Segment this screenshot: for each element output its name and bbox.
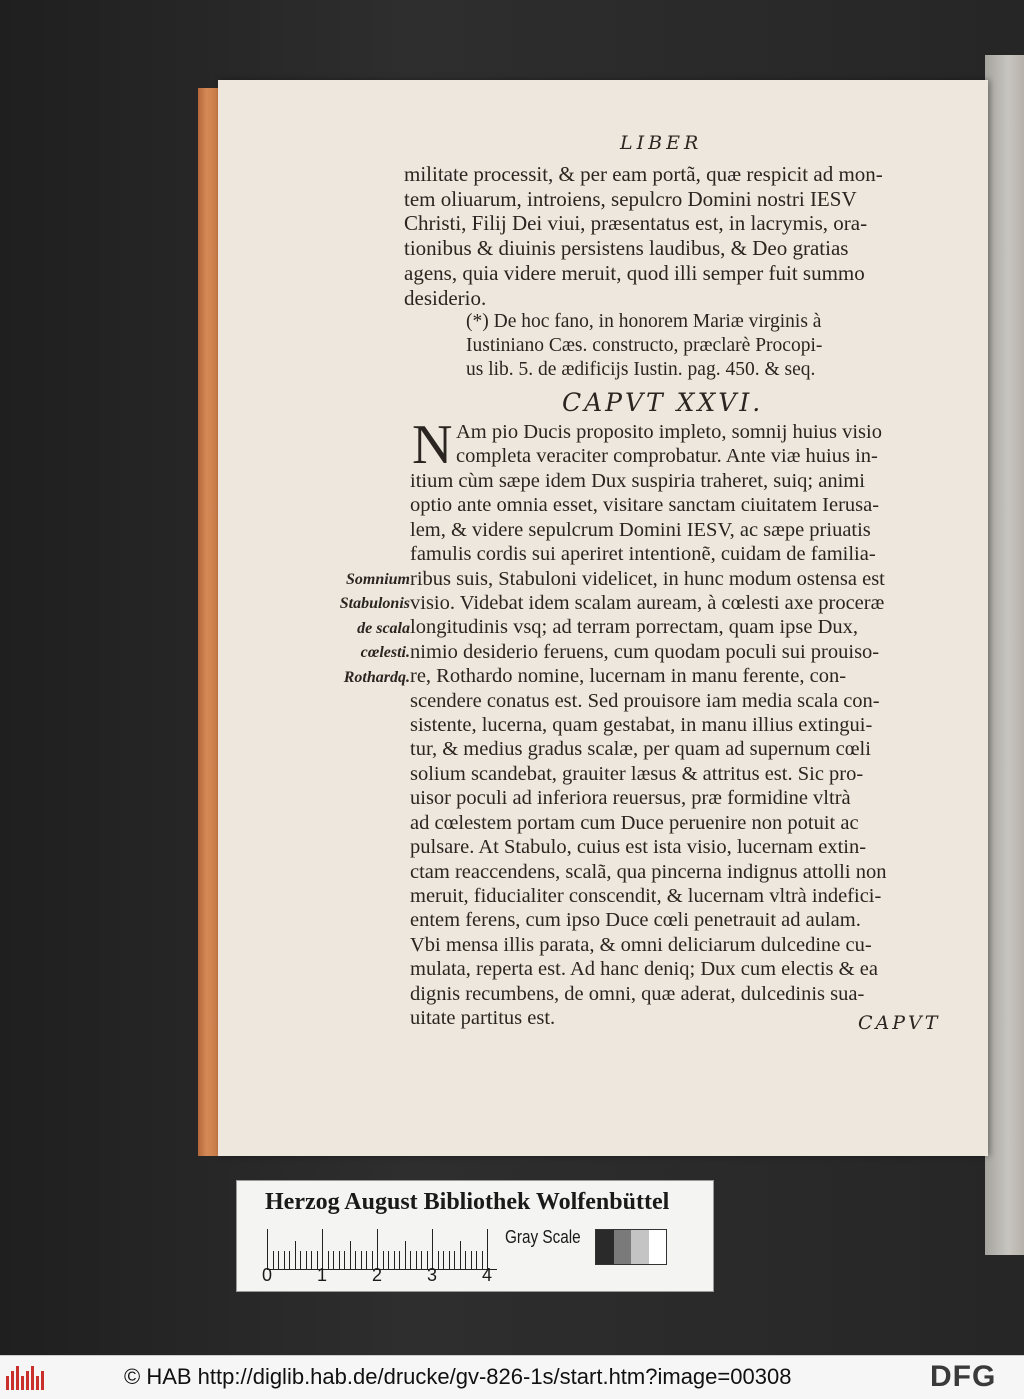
- ruler-tick: [295, 1241, 296, 1269]
- text-line: itium cùm sæpe idem Dux suspiria traheret, suiq; animi: [410, 470, 865, 492]
- logo-bar: [16, 1366, 19, 1390]
- chapter-body: [410, 469, 950, 1030]
- text-line: ctam reaccendens, scalã, qua pincerna indignus attolli non: [410, 860, 887, 883]
- text-line: longitudinis vsq; ad terram porrectam, quam ipse Dux,: [410, 616, 859, 639]
- ruler-tick: [487, 1229, 488, 1269]
- dfg-logo: DFG: [930, 1360, 997, 1393]
- ruler-tick: [421, 1251, 422, 1269]
- text-line: tem oliuarum, introiens, sepulcro Domini nostri IESV: [404, 186, 857, 211]
- ruler-tick: [339, 1251, 340, 1269]
- text-line: scendere conatus est. Sed prouisore iam media scala con-: [410, 689, 880, 712]
- text-line: Vbi mensa illis parata, & omni deliciarum dulcedine cu-: [410, 933, 872, 956]
- ruler-tick: [454, 1251, 455, 1269]
- text-line: ad cœlestem portam cum Duce peruenire non potuit ac: [410, 811, 859, 834]
- text-line: re, Rothardo nomine, lucernam in manu ferente, con-: [410, 665, 847, 688]
- ruler-number: 0: [262, 1265, 273, 1285]
- drop-cap: N: [412, 414, 453, 476]
- ruler-tick: [273, 1251, 274, 1269]
- ruler-tick: [361, 1251, 362, 1269]
- text-line: meruit, fiducialiter conscendit, & lucernam vltrà indefici-: [410, 884, 882, 907]
- margin-note-line: de scala: [357, 619, 410, 637]
- opening-paragraph: [404, 162, 944, 310]
- ruler-tick: [377, 1229, 378, 1269]
- footer-source-link[interactable]: © HAB http://diglib.hab.de/drucke/gv-826-1s/start.htm?image=00308: [124, 1364, 792, 1389]
- footnote-line: (*) De hoc fano, in honorem Mariæ virginis à: [466, 311, 822, 332]
- chapter-first-lines: [456, 420, 996, 469]
- ruler-tick: [405, 1241, 406, 1269]
- ruler-tick: [366, 1251, 367, 1269]
- ruler-tick: [432, 1229, 433, 1269]
- gray-scale-label: Gray Scale: [505, 1227, 581, 1247]
- ruler-tick: [383, 1251, 384, 1269]
- text-line: dignis recumbens, de omni, quæ aderat, dulcedinis sua-: [410, 982, 865, 1005]
- ruler-tick: [410, 1251, 411, 1269]
- text-line: famulis cordis sui aperiret intentionẽ, cuidam de familia-: [410, 543, 876, 566]
- ruler-tick: [443, 1251, 444, 1269]
- ruler-tick: [322, 1229, 323, 1269]
- margin-note-line: Rothardq.: [343, 668, 410, 686]
- ruler-tick: [465, 1251, 466, 1269]
- margin-note-line: Somnium: [345, 571, 410, 588]
- ruler-tick: [471, 1251, 472, 1269]
- text-line: desiderio.: [404, 285, 487, 310]
- logo-bar: [41, 1371, 44, 1390]
- running-head: LIBER: [620, 132, 703, 154]
- ruler-tick: [388, 1251, 389, 1269]
- ruler-tick: [284, 1251, 285, 1269]
- logo-bar: [36, 1376, 39, 1390]
- text-line: Christi, Filij Dei viui, præsentatus est, in lacrymis, ora-: [404, 211, 868, 236]
- margin-note-line: cœlesti.: [360, 644, 410, 662]
- ruler-tick: [311, 1251, 312, 1269]
- text-line: uitate partitus est.: [410, 1006, 556, 1029]
- text-line: entem ferens, cum ipso Duce cœli penetrauit ad aulam.: [410, 909, 861, 932]
- logo-bar: [11, 1371, 14, 1390]
- text-line: Am pio Ducis proposito impleto, somnij huius visio: [456, 421, 882, 443]
- ruler-number: 4: [482, 1265, 493, 1285]
- text-line: lem, & videre sepulcrum Domini IESV, ac sæpe priuatis: [410, 518, 871, 541]
- ruler-tick: [476, 1251, 477, 1269]
- ruler-tick: [394, 1251, 395, 1269]
- logo-bar: [31, 1366, 34, 1390]
- gray-scale-swatches: [595, 1229, 667, 1265]
- text-line: solium scandebat, grauiter læsus & attritus est. Sic pro-: [410, 762, 864, 785]
- text-line: mulata, reperta est. Ad hanc deniq; Dux cum electis & ea: [410, 958, 878, 981]
- ruler-tick: [278, 1251, 279, 1269]
- text-line: completa veraciter comprobatur. Ante viæ huius in-: [456, 445, 878, 468]
- ruler-ticks: [267, 1229, 497, 1269]
- text-line: pulsare. At Stabulo, cuius est ista visio, lucernam extin-: [410, 836, 867, 859]
- logo-bar: [6, 1376, 9, 1390]
- text-line: nimio desiderio feruens, cum quodam poculi sui prouiso-: [410, 640, 880, 663]
- logo-bar: [21, 1376, 24, 1390]
- ruler-number: 2: [372, 1265, 383, 1285]
- ruler-tick: [328, 1251, 329, 1269]
- facing-page-sliver: [985, 55, 1024, 1255]
- ruler-tick: [399, 1251, 400, 1269]
- text-line: sistente, lucerna, quam gestabat, in manu illius extingui-: [410, 714, 873, 737]
- color-ruler-card: [236, 1180, 714, 1292]
- chapter-title: CAPVT XXVI.: [562, 388, 764, 417]
- page-edge: [198, 88, 220, 1156]
- ruler-tick: [344, 1251, 345, 1269]
- text-line: tur, & medius gradus scalæ, per quam ad supernum cœli: [410, 738, 871, 761]
- ruler-tick: [416, 1251, 417, 1269]
- text-line: optio ante omnia esset, visitare sanctam ciuitatem Ierusa-: [410, 494, 880, 517]
- ruler-tick: [333, 1251, 334, 1269]
- hab-logo-icon: [6, 1364, 46, 1390]
- ruler-tick: [350, 1241, 351, 1269]
- ruler-tick: [460, 1241, 461, 1269]
- logo-bar: [26, 1371, 29, 1390]
- gray-swatch: [649, 1230, 667, 1264]
- footnote: [466, 310, 886, 382]
- text-line: ribus suis, Stabuloni videlicet, in hunc modum ostensa est: [410, 567, 885, 590]
- text-line: uisor poculi ad inferiora reuersus, præ formidine vltrà: [410, 787, 851, 810]
- text-line: agens, quia videre meruit, quod illi semper fuit summo: [404, 260, 865, 285]
- ruler-tick: [300, 1251, 301, 1269]
- footnote-line: us lib. 5. de ædificijs Iustin. pag. 450. & seq.: [466, 359, 816, 380]
- margin-note-line: Stabulonis: [339, 595, 410, 613]
- ruler-tick: [306, 1251, 307, 1269]
- ruler-tick: [289, 1251, 290, 1269]
- text-line: tionibus & diuinis persistens laudibus, & Deo gratias: [404, 236, 849, 261]
- ruler-number: 3: [427, 1265, 438, 1285]
- ruler-tick: [355, 1251, 356, 1269]
- ruler-tick: [267, 1229, 268, 1269]
- ruler-number: 1: [317, 1265, 328, 1285]
- ruler-tick: [438, 1251, 439, 1269]
- library-name: Herzog August Bibliothek Wolfenbüttel: [265, 1189, 670, 1215]
- catchword: CAPVT: [858, 1012, 941, 1034]
- gray-swatch: [614, 1230, 632, 1264]
- footer-bar: [0, 1355, 1024, 1399]
- text-line: visio. Videbat idem scalam auream, à cœlesti axe proceræ: [410, 592, 885, 615]
- ruler-tick: [449, 1251, 450, 1269]
- footnote-line: Iustiniano Cæs. constructo, præclarè Procopi-: [466, 335, 823, 356]
- text-line: militate processit, & per eam portã, quæ respicit ad mon-: [404, 162, 883, 186]
- margin-note: [326, 568, 410, 690]
- gray-swatch: [596, 1230, 614, 1264]
- gray-swatch: [631, 1230, 649, 1264]
